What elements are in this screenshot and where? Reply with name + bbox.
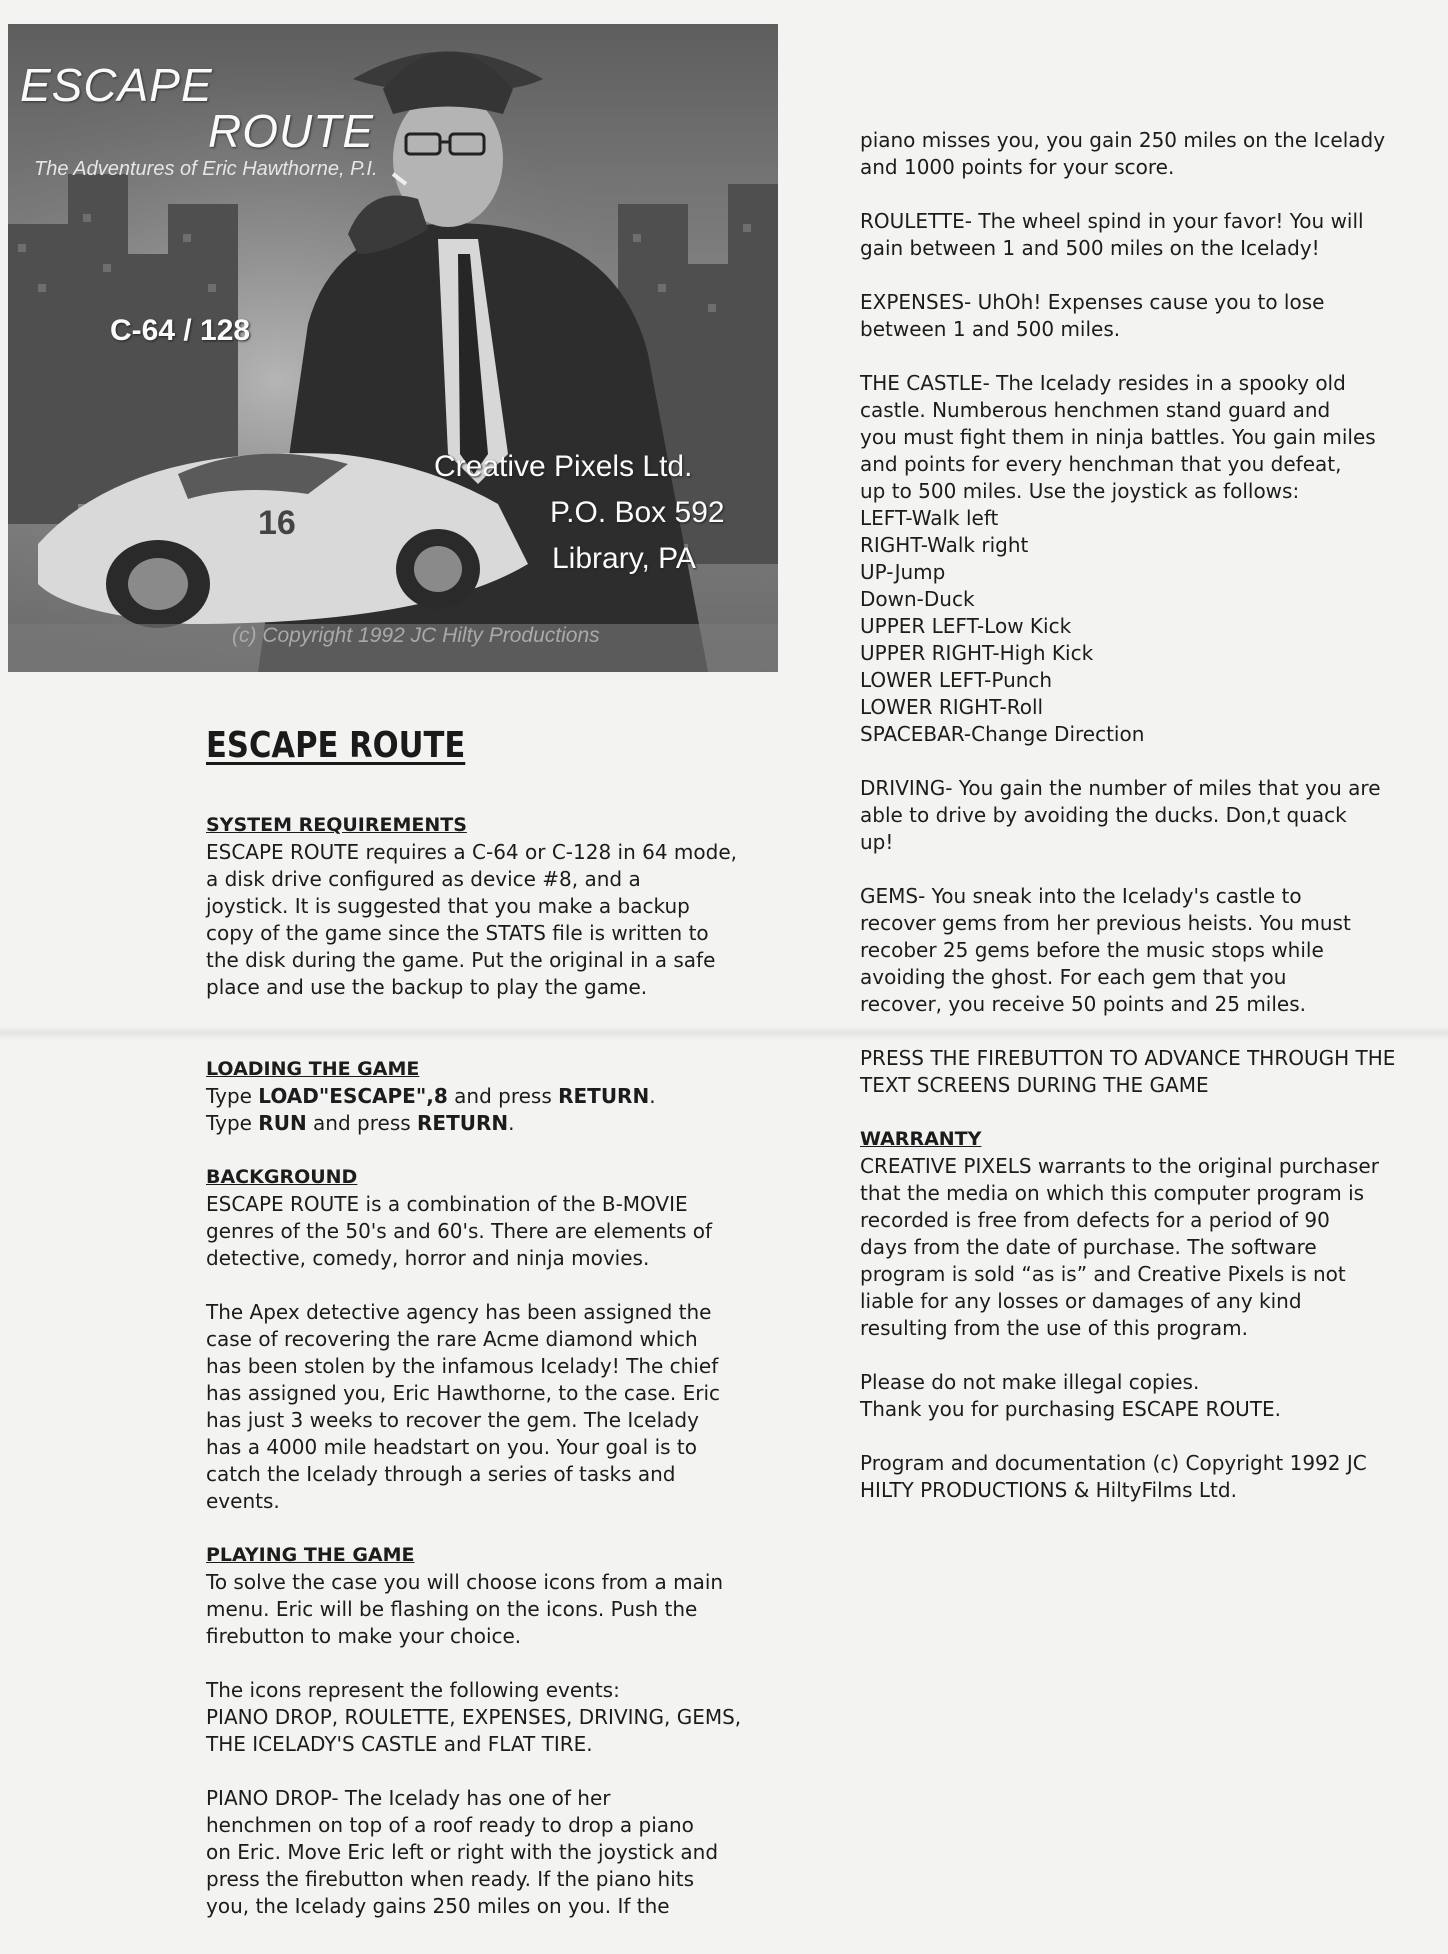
document-title: ESCAPE ROUTE xyxy=(206,725,466,766)
thanks-paragraph: Please do not make illegal copies. Thank you for purchasing ESCAPE ROUTE. xyxy=(860,1370,1282,1421)
piano-drop-continued: piano misses you, you gain 250 miles on the Icelady and 1000 points for your score. xyxy=(860,128,1386,179)
firebutton-note: PRESS THE FIREBUTTON TO ADVANCE THROUGH THE TEXT SCREENS DURING THE GAME xyxy=(860,1046,1396,1097)
loading-line1: Type LOAD"ESCAPE",8 and press RETURN. xyxy=(206,1084,656,1108)
system-requirements-heading: SYSTEM REQUIREMENTS xyxy=(206,814,467,836)
cover-art xyxy=(8,24,778,672)
driving-paragraph: DRIVING- You gain the number of miles that you are able to drive by avoiding the ducks. Don,t quack up! xyxy=(860,776,1381,854)
system-requirements-section xyxy=(206,812,786,1001)
piano-drop-paragraph: PIANO DROP- The Icelady has one of her henchmen on top of a roof ready to drop a piano on Eric. Move Eric left or right with the joystick and press the firebutton when ready. If the piano hits you, the Icelady gains 250 miles on you. If the xyxy=(206,1786,719,1918)
castle-paragraph: THE CASTLE- The Icelady resides in a spooky old castle. Numberous henchmen stand guard and you must fight them in ninja battles. You gain miles and points for every henchman that you defeat, up to 500 miles. Use the joystick as follows: LEFT-Walk left RIGHT-Walk right UP-Jump Down-Duck UPPER LEFT-Low Kick UPPER RIGHT-High Kick LOWER LEFT-Punch LOWER RIGHT-Roll SPACEBAR-Change Direction xyxy=(860,371,1376,746)
playing-paragraph-1: To solve the case you will choose icons from a main menu. Eric will be flashing on the icons. Push the firebutton to make your choice. xyxy=(206,1570,724,1648)
warranty-paragraph: CREATIVE PIXELS warrants to the original purchaser that the media on which this computer program is recorded is free from defects for a period of 90 days from the date of purchase. The software program is sold “as is” and Creative Pixels is not liable for any losses or damages of any kind resulting from the use of this program. xyxy=(860,1154,1379,1340)
gems-paragraph: GEMS- You sneak into the Icelady's castle to recover gems from her previous heists. You must recober 25 gems before the music stops while avoiding the ghost. For each gem that you recover, you receive 50 points and 25 miles. xyxy=(860,884,1351,1016)
loading-section xyxy=(206,1056,786,1137)
background-section xyxy=(206,1164,786,1515)
warranty-heading: WARRANTY xyxy=(860,1128,982,1150)
cover-address-line2: Library, PA xyxy=(552,542,696,575)
right-column xyxy=(860,127,1440,1504)
credits-paragraph: Program and documentation (c) Copyright 1992 JC HILTY PRODUCTIONS & HiltyFilms Ltd. xyxy=(860,1451,1367,1502)
playing-section xyxy=(206,1542,786,1920)
svg-text:16: 16 xyxy=(258,504,296,542)
cover-subtitle: The Adventures of Eric Hawthorne, P.I. xyxy=(34,158,378,180)
loading-heading: LOADING THE GAME xyxy=(206,1058,420,1080)
roulette-paragraph: ROULETTE- The wheel spind in your favor! You will gain between 1 and 500 miles on the Icelady! xyxy=(860,209,1364,260)
system-requirements-text: ESCAPE ROUTE requires a C-64 or C-128 in 64 mode, a disk drive configured as device #8, and a joystick. It is suggested that you make a backup copy of the game since the STATS file is written to the disk during the game. Put the original in a safe place and use the backup to play the game. xyxy=(206,840,738,999)
background-heading: BACKGROUND xyxy=(206,1166,358,1188)
playing-heading: PLAYING THE GAME xyxy=(206,1544,415,1566)
cover-publisher: Creative Pixels Ltd. xyxy=(434,450,693,483)
cover-platform: C-64 / 128 xyxy=(110,314,251,347)
cover-title-line1: ESCAPE xyxy=(20,59,213,111)
cover-address-line1: P.O. Box 592 xyxy=(550,496,725,529)
cover-copyright: (c) Copyright 1992 JC Hilty Productions xyxy=(232,624,600,647)
background-paragraph-2: The Apex detective agency has been assigned the case of recovering the rare Acme diamond which has been stolen by the infamous Icelady! The chief has assigned you, Eric Hawthorne, to the case. Eric has just 3 weeks to recover the gem. The Icelady has a 4000 mile headstart on you. Your goal is to catch the Icelady through a series of tasks and events. xyxy=(206,1300,721,1513)
playing-paragraph-2: The icons represent the following events: PIANO DROP, ROULETTE, EXPENSES, DRIVING, GEMS, THE ICELADY'S CASTLE and FLAT TIRE. xyxy=(206,1678,742,1756)
cover-title-line2: ROUTE xyxy=(208,105,374,157)
loading-line2: Type RUN and press RETURN. xyxy=(206,1111,515,1135)
background-paragraph-1: ESCAPE ROUTE is a combination of the B-MOVIE genres of the 50's and 60's. There are elements of detective, comedy, horror and ninja movies. xyxy=(206,1192,713,1270)
expenses-paragraph: EXPENSES- UhOh! Expenses cause you to lose between 1 and 500 miles. xyxy=(860,290,1325,341)
